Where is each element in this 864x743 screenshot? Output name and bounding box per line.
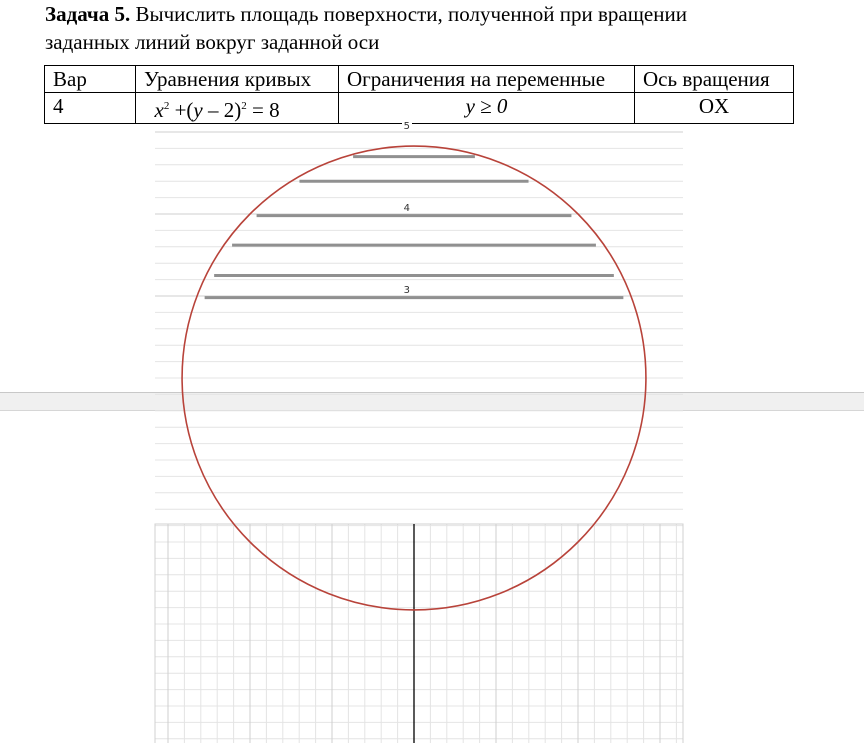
- header-equations: Уравнения кривых: [136, 66, 339, 93]
- tick-label-y: 4: [403, 203, 410, 214]
- task-title: Задача 5.: [45, 2, 131, 26]
- hatch-lines: [205, 157, 624, 298]
- eq-two: 2: [223, 98, 235, 122]
- graph-area: [0, 121, 864, 743]
- eq-minus: –: [208, 98, 219, 122]
- header-axis: Ось вращения: [635, 66, 794, 93]
- eq-paren-open: (: [186, 98, 194, 122]
- constraint-formula: y ≥ 0: [465, 94, 508, 118]
- eq-y: y: [193, 98, 203, 122]
- cell-axis: OX: [635, 93, 794, 124]
- table-header-row: [45, 66, 794, 93]
- cell-equation: [136, 93, 339, 124]
- task-text-line1: Вычислить площадь поверхности, полученной при вращении: [130, 2, 687, 26]
- eq-exp2: 2: [241, 100, 247, 112]
- task-text-line2: заданных линий вокруг заданной оси: [45, 30, 380, 54]
- header-variant: Вар: [45, 66, 136, 93]
- eq-plus: +: [174, 98, 187, 122]
- equation-formula: [144, 98, 280, 122]
- eq-x: x: [154, 98, 164, 122]
- eq-equals: =: [252, 98, 264, 122]
- cell-constraint: [339, 93, 635, 124]
- header-constraints: Ограничения на переменные: [339, 66, 635, 93]
- variants-table: [44, 65, 794, 124]
- tick-label-y: 5: [403, 121, 410, 132]
- grid-border: [155, 524, 683, 743]
- eq-rhs: 8: [269, 98, 280, 122]
- eq-exp1: 2: [163, 100, 170, 112]
- table-row: [45, 93, 794, 124]
- eq-paren-close: ): [234, 98, 242, 122]
- task-statement: [45, 0, 845, 56]
- tick-label-y: 3: [403, 285, 410, 296]
- cell-variant: 4: [45, 93, 136, 124]
- grid-lines: [155, 132, 683, 743]
